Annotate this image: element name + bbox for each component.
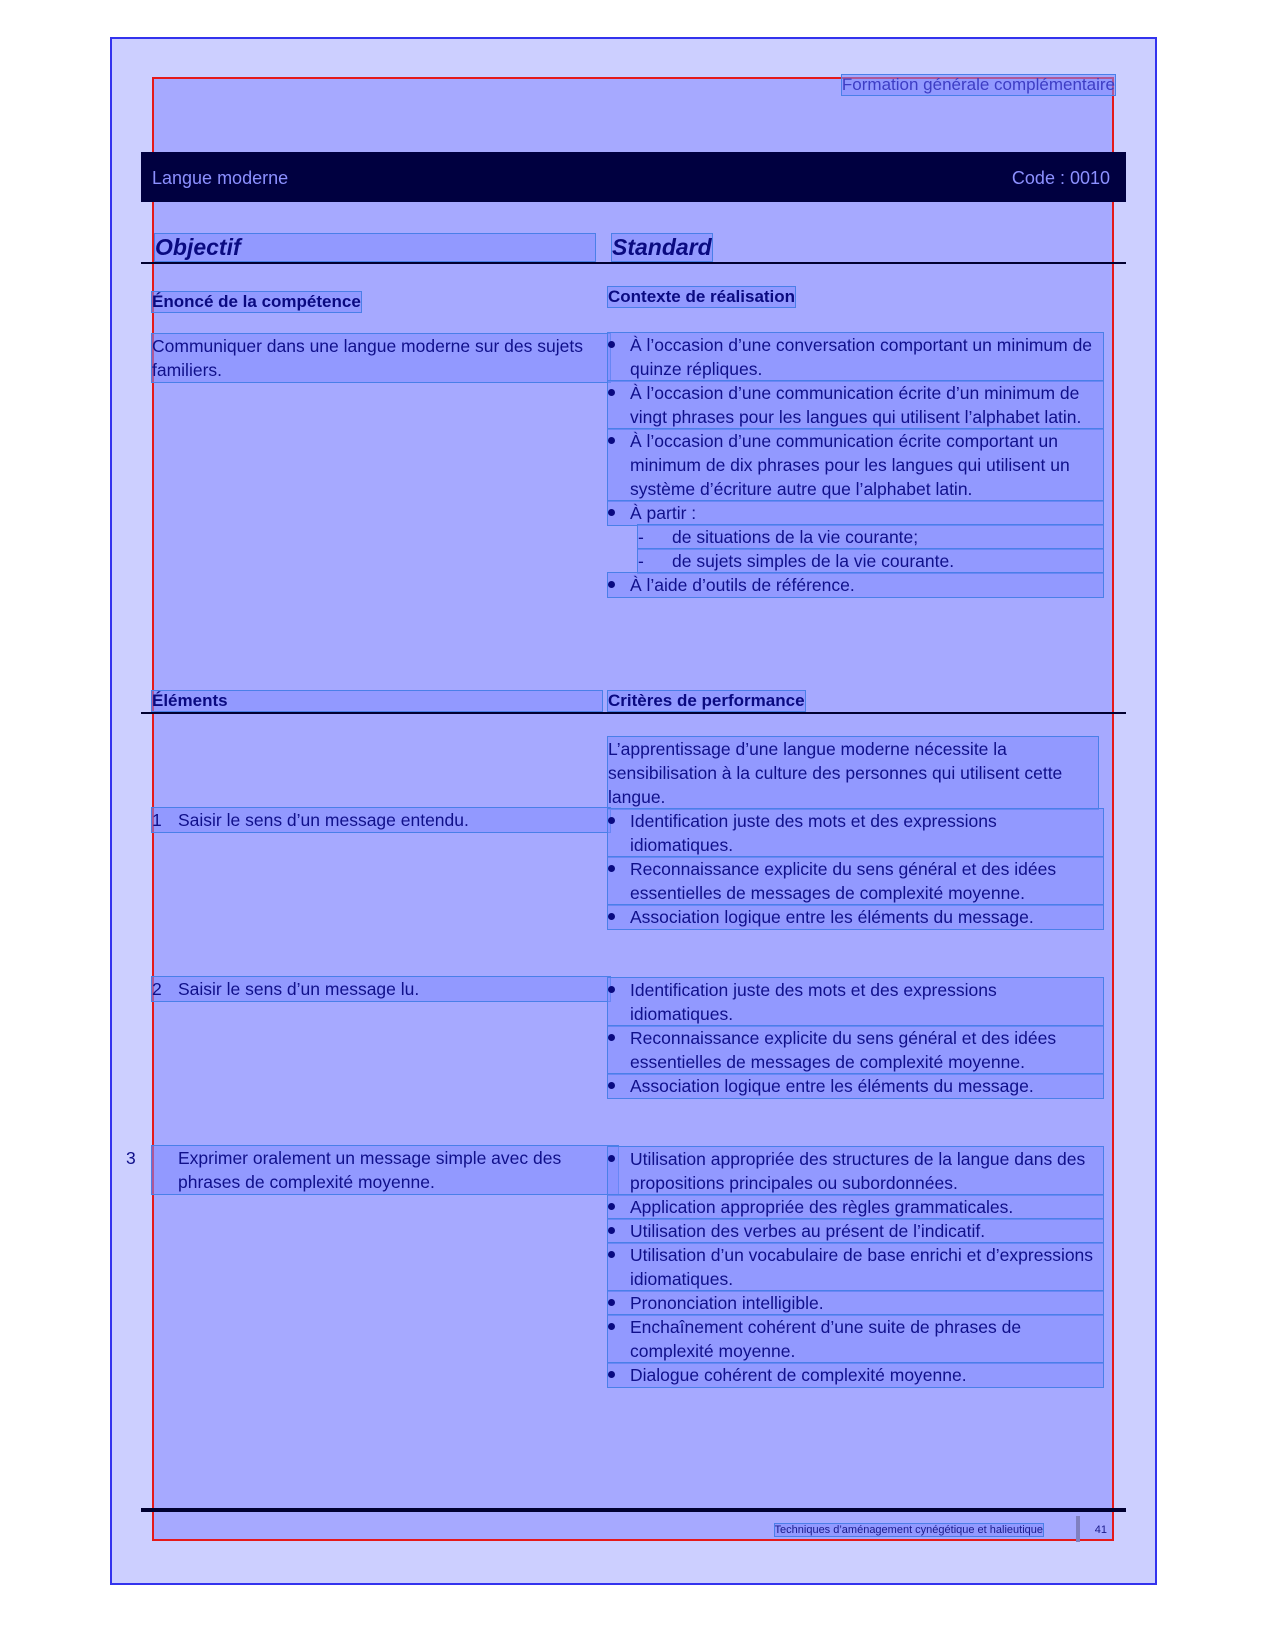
standard-subitem: - de sujets simples de la vie courante. [638, 549, 1103, 573]
standard-item: À l’occasion d’une communication écrite d’un minimum de vingt phrases pour les langues qui utilisent l’alphabet latin. [608, 381, 1103, 429]
elements-head: Éléments [152, 691, 602, 711]
criterion: Utilisation des verbes au présent de l’indicatif. [608, 1219, 1103, 1243]
standard-list [608, 333, 1103, 597]
element-2: 2 Saisir le sens d’un message lu. [152, 977, 610, 1001]
criterion: Identification juste des mots et des expressions idiomatiques. [608, 809, 1103, 857]
criterion: Prononciation intelligible. [608, 1291, 1103, 1315]
objectif-text: Communiquer dans une langue moderne sur des sujets familiers. [152, 334, 610, 382]
standard-subitem: - de situations de la vie courante; [638, 525, 1103, 549]
criterion: Enchaînement cohérent d’une suite de phrases de complexité moyenne. [608, 1315, 1103, 1363]
standard-item: À l’occasion d’une communication écrite comportant un minimum de dix phrases pour les langues qui utilisent un système d’écriture autre que l’alphabet latin. [608, 429, 1103, 501]
standard-item: À l’occasion d’une conversation comportant un minimum de quinze répliques. [608, 333, 1103, 381]
column-head-objectif: Objectif [155, 234, 595, 261]
bar-code: Code : 0010 [1011, 168, 1110, 188]
criteria-intro: L’apprentissage d’une langue moderne nécessite la sensibilisation à la culture des personnes qui utilisent cette langue. [608, 737, 1098, 809]
criterion: Application appropriée des règles grammaticales. [608, 1195, 1103, 1219]
criteria-list-1 [608, 809, 1103, 929]
criterion: Reconnaissance explicite du sens général et des idées essentielles de messages de complexité moyenne. [608, 1026, 1103, 1074]
footer-marker [1076, 1516, 1080, 1542]
column-head-standard: Standard [612, 234, 712, 260]
top-note: Formation générale complémentaire [841, 75, 1115, 94]
footer-rule [141, 1508, 1126, 1512]
criteria-head: Critères de performance [608, 691, 805, 710]
criterion: Dialogue cohérent de complexité moyenne. [608, 1363, 1103, 1387]
criterion: Association logique entre les éléments du message. [608, 905, 1103, 929]
element-3: 3 Exprimer oralement un message simple avec des phrases de complexité moyenne. [152, 1146, 618, 1194]
standard-label: Contexte de réalisation [608, 287, 796, 306]
standard-item: À partir : [608, 501, 1103, 525]
element-1: 1 Saisir le sens d’un message entendu. [152, 808, 610, 832]
footer-text: Techniques d’aménagement cynégétique et halieutique [774, 1524, 1043, 1536]
page-number: 41 [1094, 1524, 1107, 1536]
standard-item: À l’aide d’outils de référence. [608, 573, 1103, 597]
rule-top [141, 262, 1126, 264]
criterion: Utilisation appropriée des structures de la langue dans des propositions principales ou subordonnées. [608, 1147, 1103, 1195]
criteria-list-2 [608, 978, 1103, 1098]
title-bar [141, 152, 1126, 202]
criteria-list-3 [608, 1147, 1103, 1387]
objectif-label: Énoncé de la compétence [152, 292, 361, 311]
criterion: Association logique entre les éléments du message. [608, 1074, 1103, 1098]
criterion: Utilisation d’un vocabulaire de base enrichi et d’expressions idiomatiques. [608, 1243, 1103, 1291]
criterion: Reconnaissance explicite du sens général et des idées essentielles de messages de complexité moyenne. [608, 857, 1103, 905]
criterion: Identification juste des mots et des expressions idiomatiques. [608, 978, 1103, 1026]
rule-mid [141, 712, 1126, 714]
bar-title: Langue moderne [152, 168, 289, 188]
